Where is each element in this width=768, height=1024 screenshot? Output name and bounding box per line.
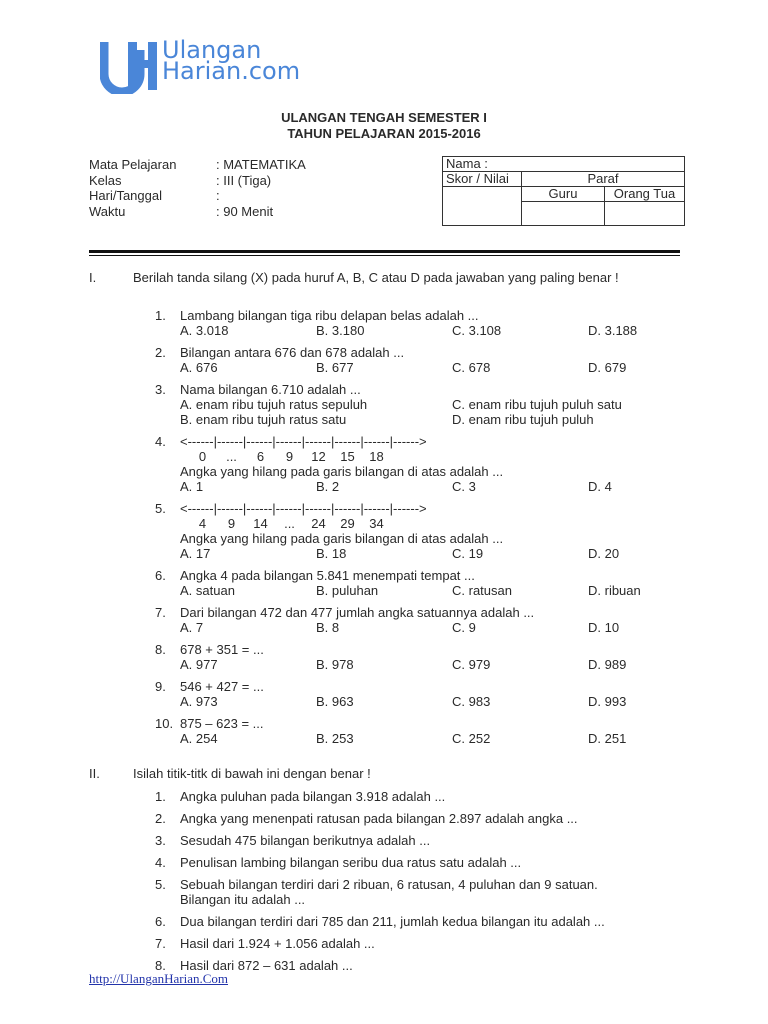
orang-tua-paraf-field[interactable]	[605, 202, 685, 226]
question-text: Sesudah 475 bilangan berikutnya adalah ...	[180, 833, 431, 848]
number-line-label: ...	[284, 516, 295, 531]
number-line-label: 14	[253, 516, 268, 531]
question-number: 2.	[155, 811, 166, 826]
number-line-label: 0	[198, 449, 207, 464]
info-row	[89, 188, 306, 204]
answer-option[interactable]: C. 19	[452, 546, 484, 561]
answer-option[interactable]: A. 676	[180, 360, 218, 375]
question-number: 3.	[155, 833, 166, 848]
question-text: Sebuah bilangan terdiri dari 2 ribuan, 6 ratusan, 4 puluhan dan 9 satuan.	[180, 877, 598, 892]
skor-label: Skor / Nilai	[443, 172, 522, 187]
answer-option[interactable]: D. ribuan	[588, 583, 641, 598]
answer-option[interactable]: A. enam ribu tujuh ratus sepuluh	[180, 397, 368, 412]
answer-options	[180, 360, 700, 375]
info-label: Kelas	[89, 172, 122, 188]
question-number: 7.	[155, 936, 166, 951]
info-label: Hari/Tanggal	[89, 188, 162, 203]
answer-option[interactable]: D. 20	[588, 546, 620, 561]
section-number: I.	[89, 270, 97, 285]
question-body	[180, 568, 700, 598]
number-line-label: 6	[256, 449, 265, 464]
question-number: 8.	[155, 642, 166, 657]
answer-option[interactable]: D. 10	[588, 620, 620, 635]
answer-option[interactable]: D. 4	[588, 479, 612, 494]
info-value: : MATEMATIKA	[216, 157, 306, 172]
question-body	[180, 501, 700, 561]
question-body	[180, 914, 700, 929]
question-body	[180, 434, 700, 494]
answer-options	[180, 583, 700, 598]
paraf-label: Paraf	[522, 172, 685, 187]
footer-link[interactable]: http://UlanganHarian.Com	[89, 971, 229, 986]
question-number: 3.	[155, 382, 166, 397]
number-line-label: ...	[226, 449, 237, 464]
answer-option[interactable]: C. ratusan	[452, 583, 512, 598]
exam-year: TAHUN PELAJARAN 2015-2016	[287, 126, 481, 141]
answer-options	[180, 546, 700, 561]
number-line-label: 9	[227, 516, 236, 531]
question-body	[180, 382, 700, 427]
question-text: Angka yang hilang pada garis bilangan di atas adalah ...	[180, 464, 504, 479]
answer-option[interactable]: A. 1	[180, 479, 204, 494]
guru-paraf-field[interactable]	[522, 202, 605, 226]
answer-option[interactable]: A. 17	[180, 546, 211, 561]
answer-option[interactable]: B. 677	[316, 360, 354, 375]
section-instruction: Berilah tanda silang (X) pada huruf A, B, C atau D pada jawaban yang paling benar !	[133, 270, 619, 285]
answer-options	[180, 412, 700, 427]
answer-options	[180, 323, 700, 338]
number-line-label: 34	[369, 516, 384, 531]
answer-option[interactable]: A. 973	[180, 694, 218, 709]
question-body	[180, 679, 700, 709]
question-body	[180, 642, 700, 672]
question-body	[180, 958, 700, 973]
info-row	[89, 204, 306, 220]
question-body	[180, 345, 700, 375]
question-body	[180, 789, 700, 804]
question-text: Hasil dari 872 – 631 adalah ...	[180, 958, 353, 973]
number-line-label: 24	[311, 516, 326, 531]
answer-option[interactable]: D. 989	[588, 657, 627, 672]
answer-options	[180, 657, 700, 672]
question-text: Penulisan lambing bilangan seribu dua ratus satu adalah ...	[180, 855, 522, 870]
logo-line: Harian.com	[162, 57, 301, 85]
question-body	[180, 855, 700, 870]
question-number: 4.	[155, 434, 166, 449]
answer-option[interactable]: C. 9	[452, 620, 476, 635]
answer-option[interactable]: D. 251	[588, 731, 627, 746]
answer-option[interactable]: C. 678	[452, 360, 491, 375]
question-number: 5.	[155, 877, 166, 892]
answer-option[interactable]: C. 983	[452, 694, 491, 709]
info-value: : III (Tiga)	[216, 172, 272, 188]
question-text: Lambang bilangan tiga ribu delapan belas adalah ...	[180, 308, 479, 323]
divider	[89, 250, 680, 253]
logo-line: Ulangan	[162, 36, 262, 64]
question-text: Angka yang menenpati ratusan pada bilangan 2.897 adalah angka ...	[180, 811, 578, 826]
question-number: 6.	[155, 914, 166, 929]
question-text: Bilangan antara 676 dan 678 adalah ...	[180, 345, 405, 360]
answer-option[interactable]: D. 679	[588, 360, 627, 375]
question-number: 9.	[155, 679, 166, 694]
answer-option[interactable]: A. 254	[180, 731, 218, 746]
question-text: Dua bilangan terdiri dari 785 dan 211, jumlah kedua bilangan itu adalah ...	[180, 914, 605, 929]
answer-option[interactable]: B. enam ribu tujuh ratus satu	[180, 412, 347, 427]
number-line-label: 4	[198, 516, 207, 531]
answer-option[interactable]: C. 3.108	[452, 323, 502, 338]
answer-option[interactable]: D. 3.188	[588, 323, 638, 338]
question-number: 4.	[155, 855, 166, 870]
info-label: Waktu	[89, 203, 126, 219]
exam-title: ULANGAN TENGAH SEMESTER I	[281, 110, 487, 125]
question-body	[180, 308, 700, 338]
answer-option[interactable]: C. 979	[452, 657, 491, 672]
answer-options	[180, 397, 700, 412]
answer-options	[180, 620, 700, 635]
info-value: : 90 Menit	[216, 203, 274, 219]
answer-option[interactable]: A. satuan	[180, 583, 235, 598]
number-line: <------|------|------|------|------|------|------|------>	[180, 434, 427, 449]
number-line-label: 15	[340, 449, 355, 464]
exam-info	[89, 157, 306, 219]
number-line: <------|------|------|------|------|------|------|------>	[180, 501, 427, 516]
info-row	[89, 173, 306, 189]
question-text: Angka 4 pada bilangan 5.841 menempati tempat ...	[180, 568, 475, 583]
answer-option[interactable]: A. 3.018	[180, 323, 229, 338]
question-text: Angka puluhan pada bilangan 3.918 adalah ...	[180, 789, 446, 804]
answer-option[interactable]: D. 993	[588, 694, 627, 709]
answer-option[interactable]: B. 978	[316, 657, 354, 672]
skor-field[interactable]	[443, 187, 522, 226]
number-line-labels	[180, 449, 700, 464]
number-line-label: 29	[340, 516, 355, 531]
score-box	[442, 156, 685, 226]
answer-options	[180, 731, 700, 746]
answer-option[interactable]: B. 963	[316, 694, 354, 709]
logo-text	[162, 36, 301, 85]
question-text: Angka yang hilang pada garis bilangan di atas adalah ...	[180, 531, 504, 546]
question-number: 6.	[155, 568, 166, 583]
number-line-labels	[180, 516, 700, 531]
number-line-label: 18	[369, 449, 384, 464]
answer-option[interactable]: B. 8	[316, 620, 340, 635]
question-text: Nama bilangan 6.710 adalah ...	[180, 382, 361, 397]
answer-options	[180, 694, 700, 709]
question-number: 2.	[155, 345, 166, 360]
answer-option[interactable]: A. 977	[180, 657, 218, 672]
question-number: 7.	[155, 605, 166, 620]
question-text: Hasil dari 1.924 + 1.056 adalah ...	[180, 936, 375, 951]
orang-tua-label: Orang Tua	[605, 187, 685, 202]
answer-option[interactable]: B. 253	[316, 731, 354, 746]
answer-option[interactable]: B. 2	[316, 479, 340, 494]
answer-option[interactable]: B. puluhan	[316, 583, 379, 598]
question-number: 5.	[155, 501, 166, 516]
info-row	[89, 157, 306, 173]
section-number: II.	[89, 766, 100, 781]
answer-option[interactable]: D. enam ribu tujuh puluh	[452, 412, 594, 427]
question-body	[180, 716, 700, 746]
question-body	[180, 811, 700, 826]
answer-option[interactable]: C. 3	[452, 479, 476, 494]
answer-option[interactable]: B. 3.180	[316, 323, 365, 338]
question-body	[180, 936, 700, 951]
question-body	[180, 605, 700, 635]
divider	[89, 255, 680, 256]
number-line-label: 9	[285, 449, 294, 464]
question-number: 8.	[155, 958, 166, 973]
question-number: 10.	[155, 716, 174, 731]
question-body	[180, 877, 700, 907]
question-number: 1.	[155, 308, 166, 323]
question-text: 875 – 623 = ...	[180, 716, 264, 731]
answer-option[interactable]: C. 252	[452, 731, 491, 746]
question-text: Bilangan itu adalah ...	[180, 892, 306, 907]
question-number: 1.	[155, 789, 166, 804]
question-text: 678 + 351 = ...	[180, 642, 264, 657]
number-line-label: 12	[311, 449, 326, 464]
answer-option[interactable]: B. 18	[316, 546, 347, 561]
question-text: 546 + 427 = ...	[180, 679, 264, 694]
question-text: Dari bilangan 472 dan 477 jumlah angka satuannya adalah ...	[180, 605, 535, 620]
answer-options	[180, 479, 700, 494]
info-value: :	[216, 188, 220, 203]
section-instruction: Isilah titik-titk di bawah ini dengan benar !	[133, 766, 371, 781]
nama-field[interactable]: Nama :	[443, 157, 685, 172]
question-body	[180, 833, 700, 848]
answer-option[interactable]: A. 7	[180, 620, 204, 635]
answer-option[interactable]: C. enam ribu tujuh puluh satu	[452, 397, 622, 412]
guru-label: Guru	[522, 187, 605, 202]
info-label: Mata Pelajaran	[89, 157, 177, 172]
